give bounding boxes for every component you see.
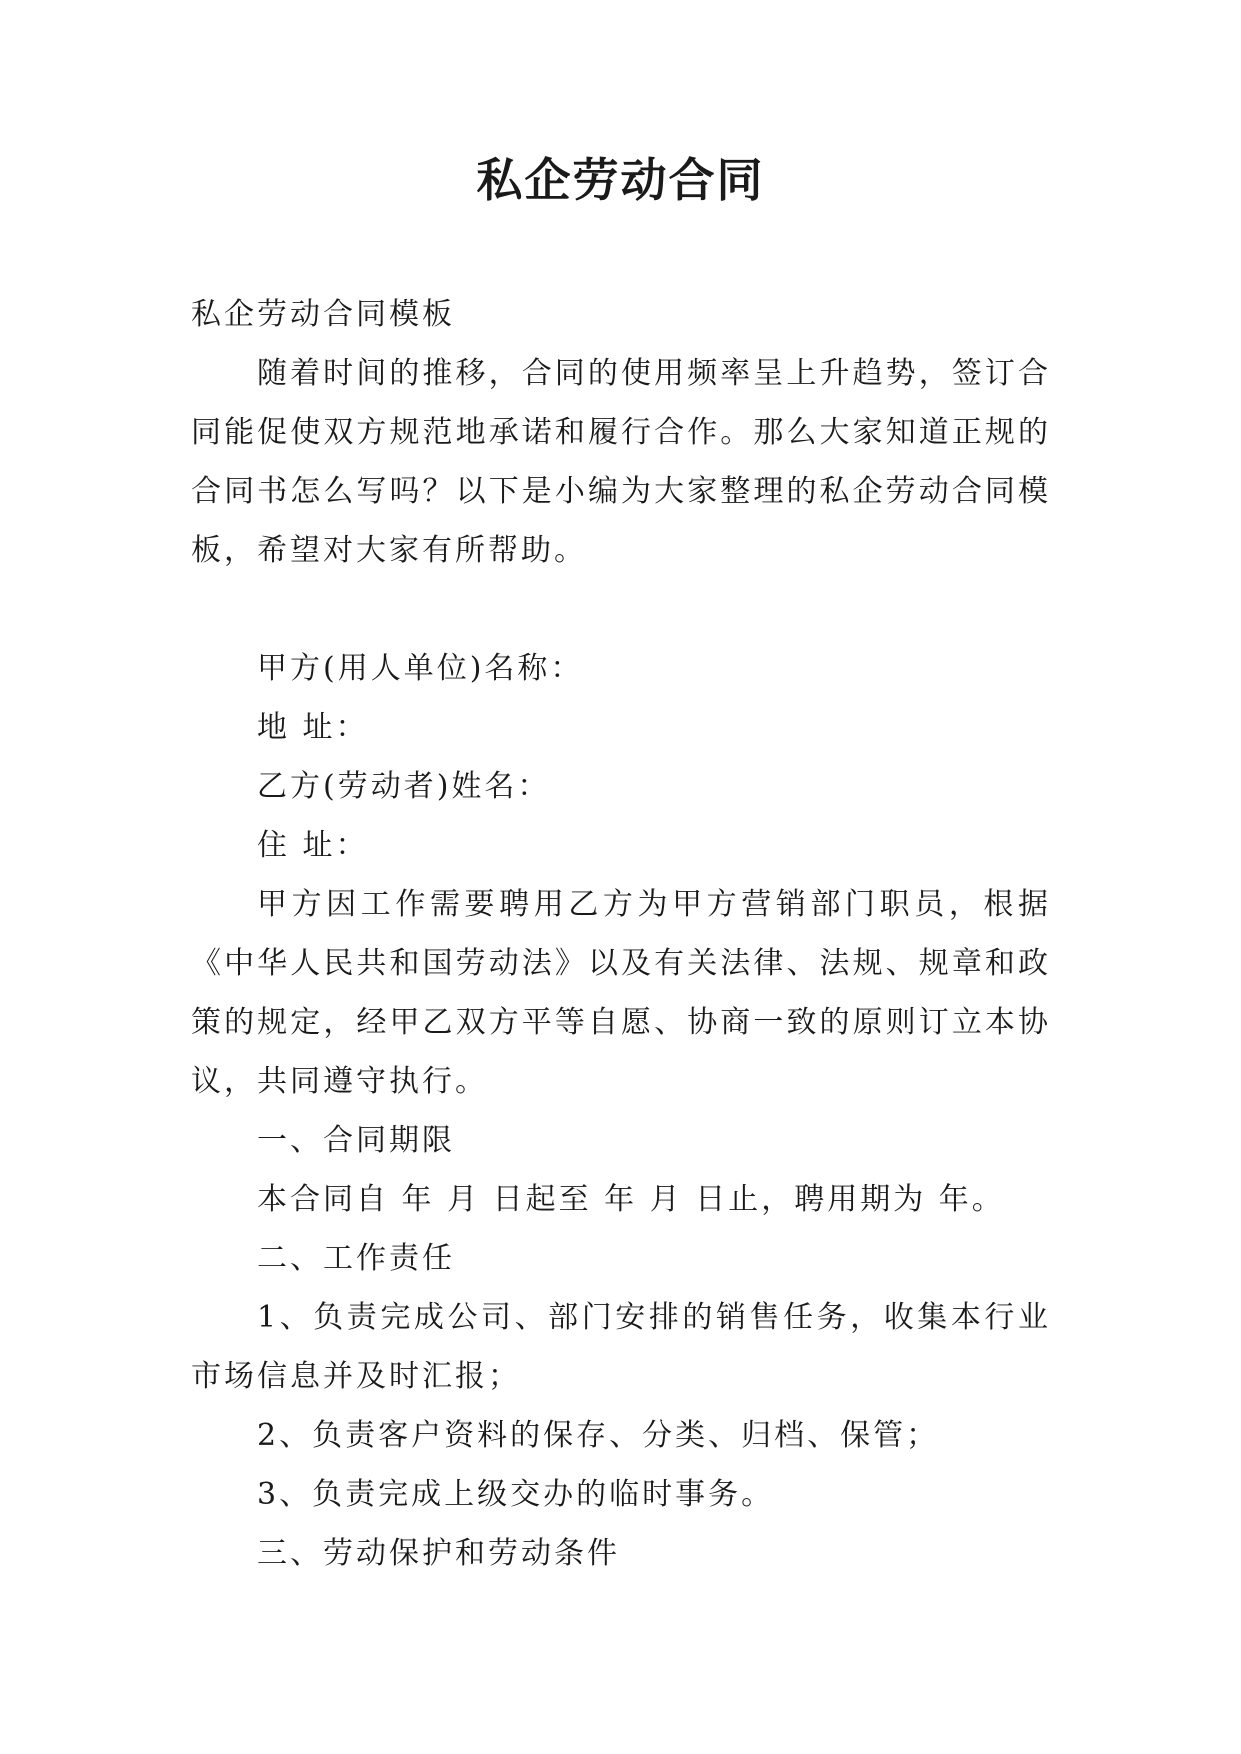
paragraph-spacer (191, 580, 1051, 639)
intro-paragraph: 随着时间的推移，合同的使用频率呈上升趋势，签订合同能促使双方规范地承诺和履行合作。那么大家知道正规的合同书怎么写吗？以下是小编为大家整理的私企劳动合同模板，希望对大家有所帮助。 (191, 356, 1051, 568)
duty-item-2: 2、负责客户资料的保存、分类、归档、保管； (257, 1418, 940, 1453)
section-heading-duties: 二、工作责任 (257, 1241, 455, 1276)
document-subtitle: 私企劳动合同模板 (191, 297, 455, 332)
party-a-name-line: 甲方(用人单位)名称： (257, 651, 584, 686)
section-heading-protection: 三、劳动保护和劳动条件 (257, 1536, 620, 1571)
party-a-address-line: 地 址： (257, 710, 369, 745)
contract-term-paragraph: 本合同自 年 月 日起至 年 月 日止，聘用期为 年。 (257, 1182, 1005, 1217)
document-title: 私企劳动合同 (476, 153, 765, 207)
duty-item-1: 1、负责完成公司、部门安排的销售任务，收集本行业市场信息并及时汇报； (191, 1300, 1051, 1394)
document-body (191, 285, 1051, 1583)
party-b-address-line: 住 址： (257, 828, 369, 863)
duty-item-3: 3、负责完成上级交办的临时事务。 (257, 1477, 775, 1512)
section-heading-term: 一、合同期限 (257, 1123, 455, 1158)
party-b-name-line: 乙方(劳动者)姓名： (257, 769, 551, 804)
preamble-paragraph: 甲方因工作需要聘用乙方为甲方营销部门职员，根据《中华人民共和国劳动法》以及有关法律、法规、规章和政策的规定，经甲乙双方平等自愿、协商一致的原则订立本协议，共同遵守执行。 (191, 887, 1051, 1099)
